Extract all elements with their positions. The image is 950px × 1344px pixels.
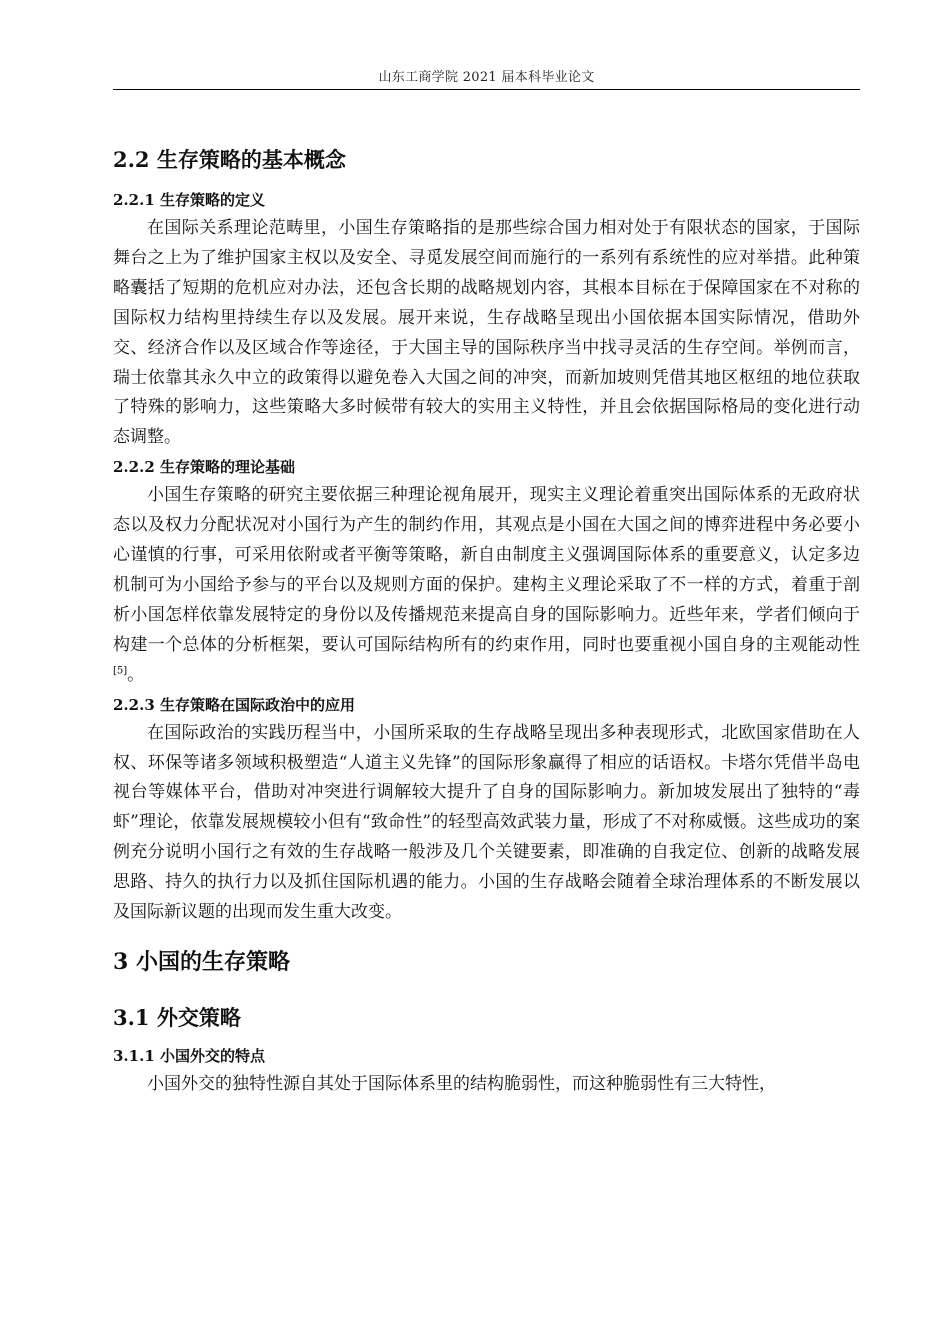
page-body [113,140,860,1100]
subsection-heading-2-2-1: 2.2.1 生存策略的定义 [113,191,265,209]
paragraph-2-2-1: 在国际关系理论范畴里，小国生存策略指的是那些综合国力相对处于有限状态的国家，于国际舞台之上为了维护国家主权以及安全、寻觅发展空间而施行的一系列有系统性的应对举措。此种策略囊括了短期的危机应对办法，还包含长期的战略规划内容，其根本目标在于保障国家在不对称的国际权力结构里持续生存以及发展。展开来说，生存战略呈现出小国依据本国实际情况，借助外交、经济合作以及区域合作等途径，于大国主导的国际秩序当中找寻灵活的生存空间。举例而言，瑞士依靠其永久中立的政策得以避免卷入大国之间的冲突，而新加坡则凭借其地区枢纽的地位获取了特殊的影响力，这些策略大多时候带有较大的实用主义特性，并且会依据国际格局的变化进行动态调整。 [113,218,860,448]
citation-reference: [5] [113,665,128,677]
subsection-heading-3-1-1: 3.1.1 小国外交的特点 [113,1046,265,1065]
paragraph-2-2-2-end: 。 [127,664,145,685]
subsection-heading-2-2-3: 2.2.3 生存策略在国际政治中的应用 [113,695,355,714]
running-header: 山东工商学院 2021 届本科毕业论文 [378,70,595,85]
paragraph-2-2-2-text: 小国生存策略的研究主要依据三种理论视角展开，现实主义理论着重突出国际体系的无政府状态以及权力分配状况对小国行为产生的制约作用，其观点是小国在大国之间的博弈进程中务必要小心谨慎的行事，可采用依附或者平衡等策略，新自由制度主义强调国际体系的重要意义，认定多边机制可为小国给予参与的平台以及规则方面的保护。建构主义理论采取了不一样的方式，着重于剖析小国怎样依靠发展特定的身份以及传播规范来提高自身的国际影响力。近些年来，学者们倾向于构建一个总体的分析框架，要认可国际结构所有的约束作用，同时也要重视小国自身的主观能动性 [113,485,860,655]
paragraph-3-1-1: 小国外交的独特性源自其处于国际体系里的结构脆弱性，而这种脆弱性有三大特性， [147,1073,776,1094]
chapter-heading-3: 3 小国的生存策略 [113,948,290,975]
section-heading-3-1: 3.1 外交策略 [113,1004,241,1030]
header-divider [113,89,860,90]
paragraph-2-2-2 [113,481,860,690]
paragraph-2-2-3: 在国际政治的实践历程当中，小国所采取的生存战略呈现出多种表现形式，北欧国家借助在人权、环保等诸多领域积极塑造“人道主义先锋”的国际形象赢得了相应的话语权。卡塔尔凭借半岛电视台等媒体平台，借助对冲突进行调解较大提升了自身的国际影响力。新加坡发展出了独特的“毒虾”理论，依靠发展规模较小但有“致命性”的轻型高效武装力量，形成了不对称威慑。这些成功的案例充分说明小国行之有效的生存战略一般涉及几个关键要素，即准确的自我定位、创新的战略发展思路、持久的执行力以及抓住国际机遇的能力。小国的生存战略会随着全球治理体系的不断发展以及国际新议题的出现而发生重大改变。 [113,722,860,923]
subsection-heading-2-2-2: 2.2.2 生存策略的理论基础 [113,458,295,477]
section-heading-2-2: 2.2 生存策略的基本概念 [113,147,346,172]
